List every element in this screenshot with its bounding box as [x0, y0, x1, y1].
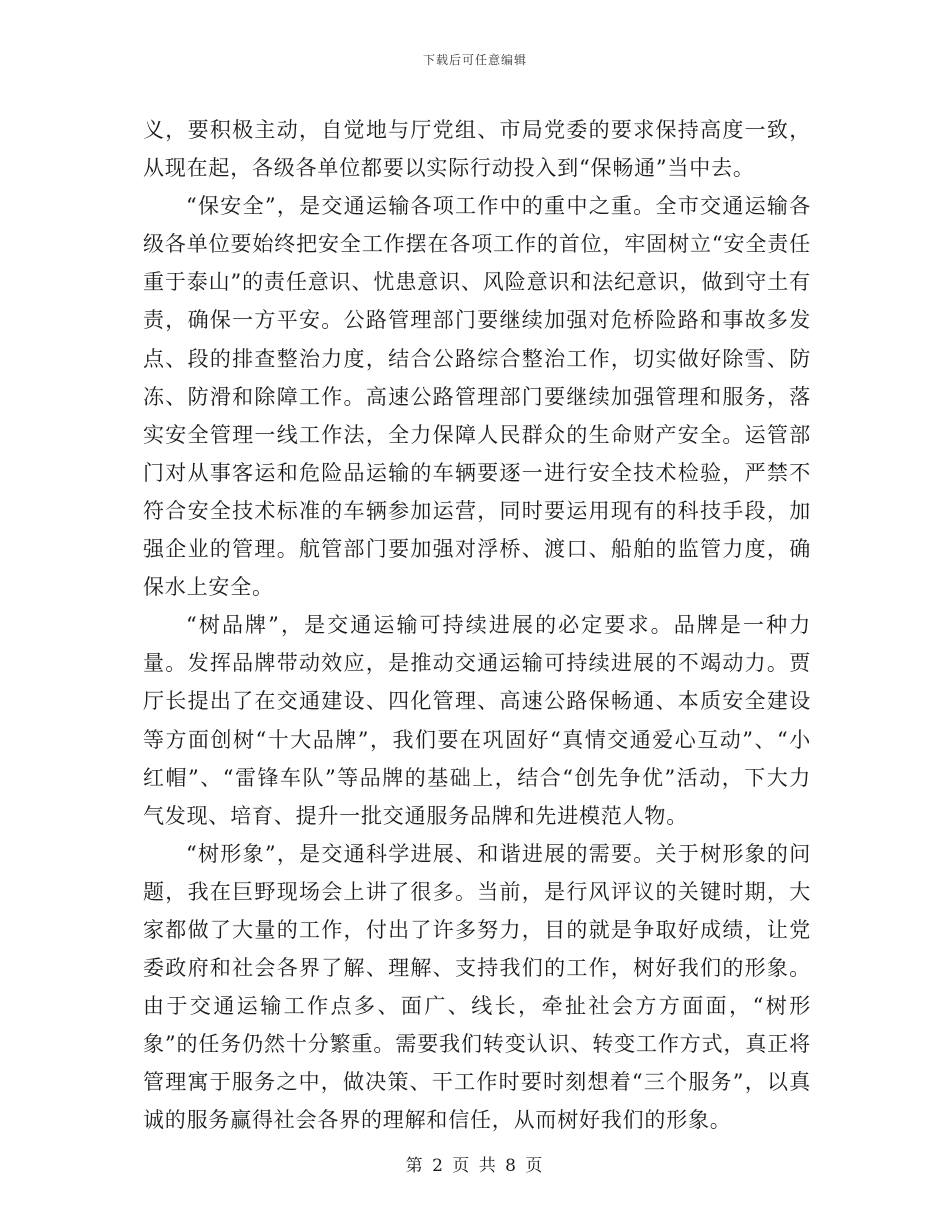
paragraph-brand: “树品牌”，是交通运输可持续进展的必定要求。品牌是一种力量。发挥品牌带动效应，是推动交通运输可持续进展的不竭动力。贾厅长提出了在交通建设、四化管理、高速公路保畅通、本质安全建设等方面创树“十大品牌”，我们要在巩固好“真情交通爱心互动”、“小红帽”、“雷锋车队”等品牌的基础上，结合“创先争优”活动，下大力气发现、培育、提升一批交通服务品牌和先进模范人物。: [143, 613, 811, 828]
page-number-footer: 第 2 页 共 8 页: [405, 1156, 545, 1176]
paragraph-safety: “保安全”，是交通运输各项工作中的重中之重。全市交通运输各级各单位要始终把安全工作摆在各项工作的首位，牢固树立“安全责任重于泰山”的责任意识、忧患意识、风险意识和法纪意识，做到守土有责，确保一方平安。公路管理部门要继续加强对危桥险路和事故多发点、段的排查整治力度，结合公路综合整治工作，切实做好除雪、防冻、防滑和除障工作。高速公路管理部门要继续加强管理和服务，落实安全管理一线工作法，全力保障人民群众的生命财产安全。运管部门对从事客运和危险品运输的车辆要逐一进行安全技术检验，严禁不符合安全技术标准的车辆参加运营，同时要运用现有的科技手段，加强企业的管理。航管部门要加强对浮桥、渡口、船舶的监管力度，确保水上安全。: [143, 194, 811, 600]
paragraph-continuation: 义，要积极主动，自觉地与厅党组、市局党委的要求保持高度一致，从现在起，各级各单位都要以实际行动投入到“保畅通”当中去。: [143, 118, 811, 181]
document-body: [143, 111, 811, 1140]
page-header: 下载后可任意编辑: [422, 53, 527, 67]
paragraph-image: “树形象”，是交通科学进展、和谐进展的需要。关于树形象的问题，我在巨野现场会上讲了很多。当前，是行风评议的关键时期，大家都做了大量的工作，付出了许多努力，目的就是争取好成绩，让党委政府和社会各界了解、理解、支持我们的工作，树好我们的形象。由于交通运输工作点多、面广、线长，牵扯社会方方面面，“树形象”的任务仍然十分繁重。需要我们转变认识、转变工作方式，真正将管理寓于服务之中，做决策、干工作时要时刻想着“三个服务”，以真诚的服务赢得社会各界的理解和信任，从而树好我们的形象。: [143, 841, 811, 1133]
